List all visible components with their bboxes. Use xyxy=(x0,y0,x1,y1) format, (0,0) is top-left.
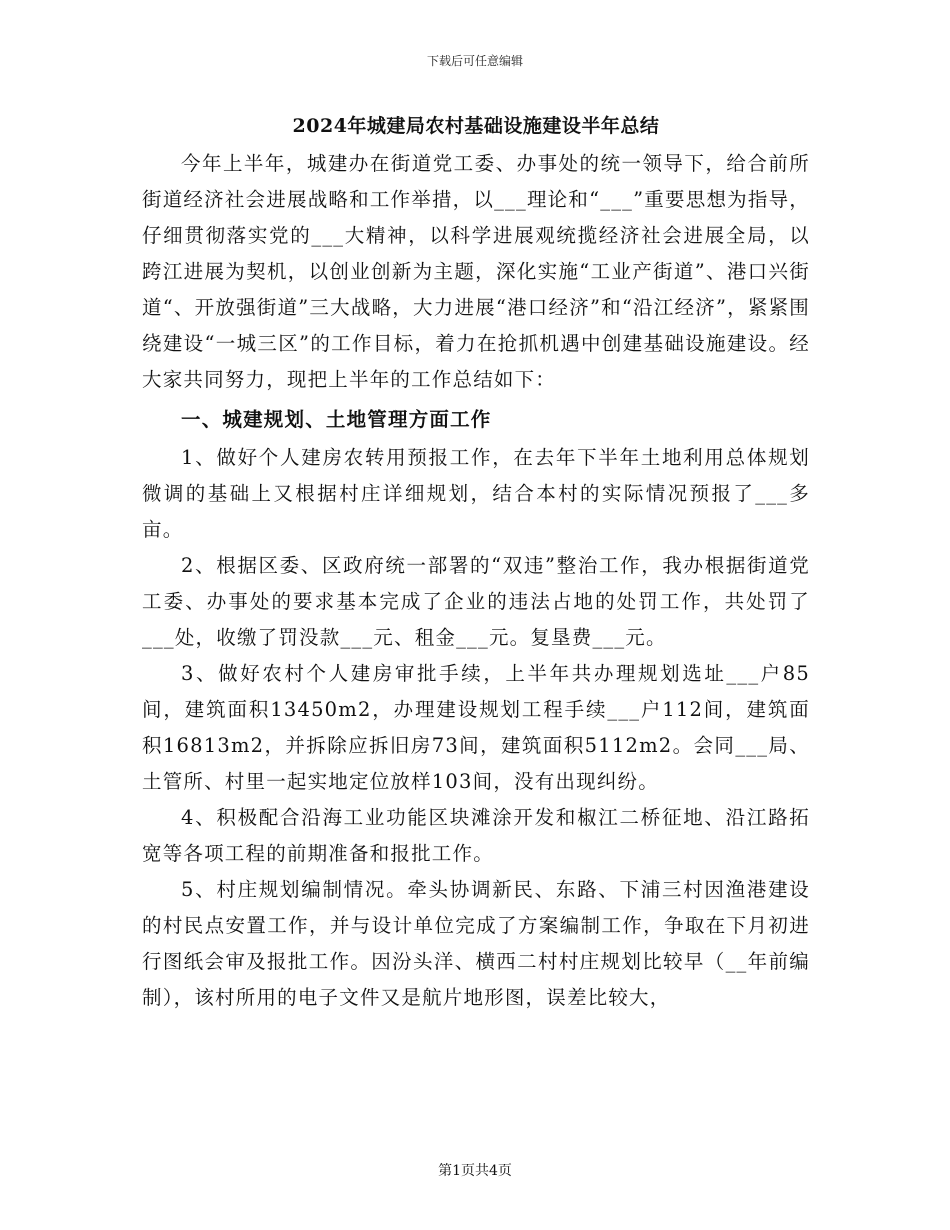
intro-paragraph: 今年上半年，城建办在街道党工委、办事处的统一领导下，给合前所街道经济社会进展战略和工作举措，以___理论和“___”重要思想为指导，仔细贯彻落实党的___大精神，以科学进展观统揽经济社会进展全局，以跨江进展为契机，以创业创新为主题，深化实施“工业产街道”、港口兴街道“、开放强街道”三大战略，大力进展“港口经济”和“沿江经济”，紧紧围绕建设“一城三区”的工作目标，着力在抢抓机遇中创建基础设施建设。经大家共同努力，现把上半年的工作总结如下： xyxy=(142,152,810,391)
document-title: 2024年城建局农村基础设施建设半年总结 xyxy=(292,115,660,137)
list-item: 2、根据区委、区政府统一部署的“双违”整治工作，我办根据街道党工委、办事处的要求基本完成了企业的违法占地的处罚工作，共处罚了___处，收缴了罚没款___元、租金___元。复垦费___元。 xyxy=(142,554,810,649)
page-number: 第1页共4页 xyxy=(438,1163,512,1179)
list-item: 1、做好个人建房农转用预报工作，在去年下半年土地利用总体规划微调的基础上又根据村庄详细规划，结合本村的实际情况预报了___多亩。 xyxy=(142,446,810,541)
list-item: 5、村庄规划编制情况。牵头协调新民、东路、下浦三村因渔港建设的村民点安置工作，并与设计单位完成了方案编制工作，争取在下月初进行图纸会审及报批工作。因汾头洋、横西二村村庄规划比较早（__年前编制），该村所用的电子文件又是航片地形图，误差比较大， xyxy=(142,878,810,1009)
header-note: 下载后可任意编辑 xyxy=(426,54,523,68)
document-body xyxy=(142,110,810,1016)
list-item: 3、做好农村个人建房审批手续，上半年共办理规划选址___户85间，建筑面积13450m2，办理建设规划工程手续___户112间，建筑面积16813m2，并拆除应拆旧房73间，建筑面积5112m2。会同___局、土管所、村里一起实地定位放样103间，没有出现纠纷。 xyxy=(142,662,810,793)
section-heading: 一、城建规划、土地管理方面工作 xyxy=(181,408,492,431)
list-item: 4、积极配合沿海工业功能区块滩涂开发和椒江二桥征地、沿江路拓宽等各项工程的前期准备和报批工作。 xyxy=(142,806,810,865)
